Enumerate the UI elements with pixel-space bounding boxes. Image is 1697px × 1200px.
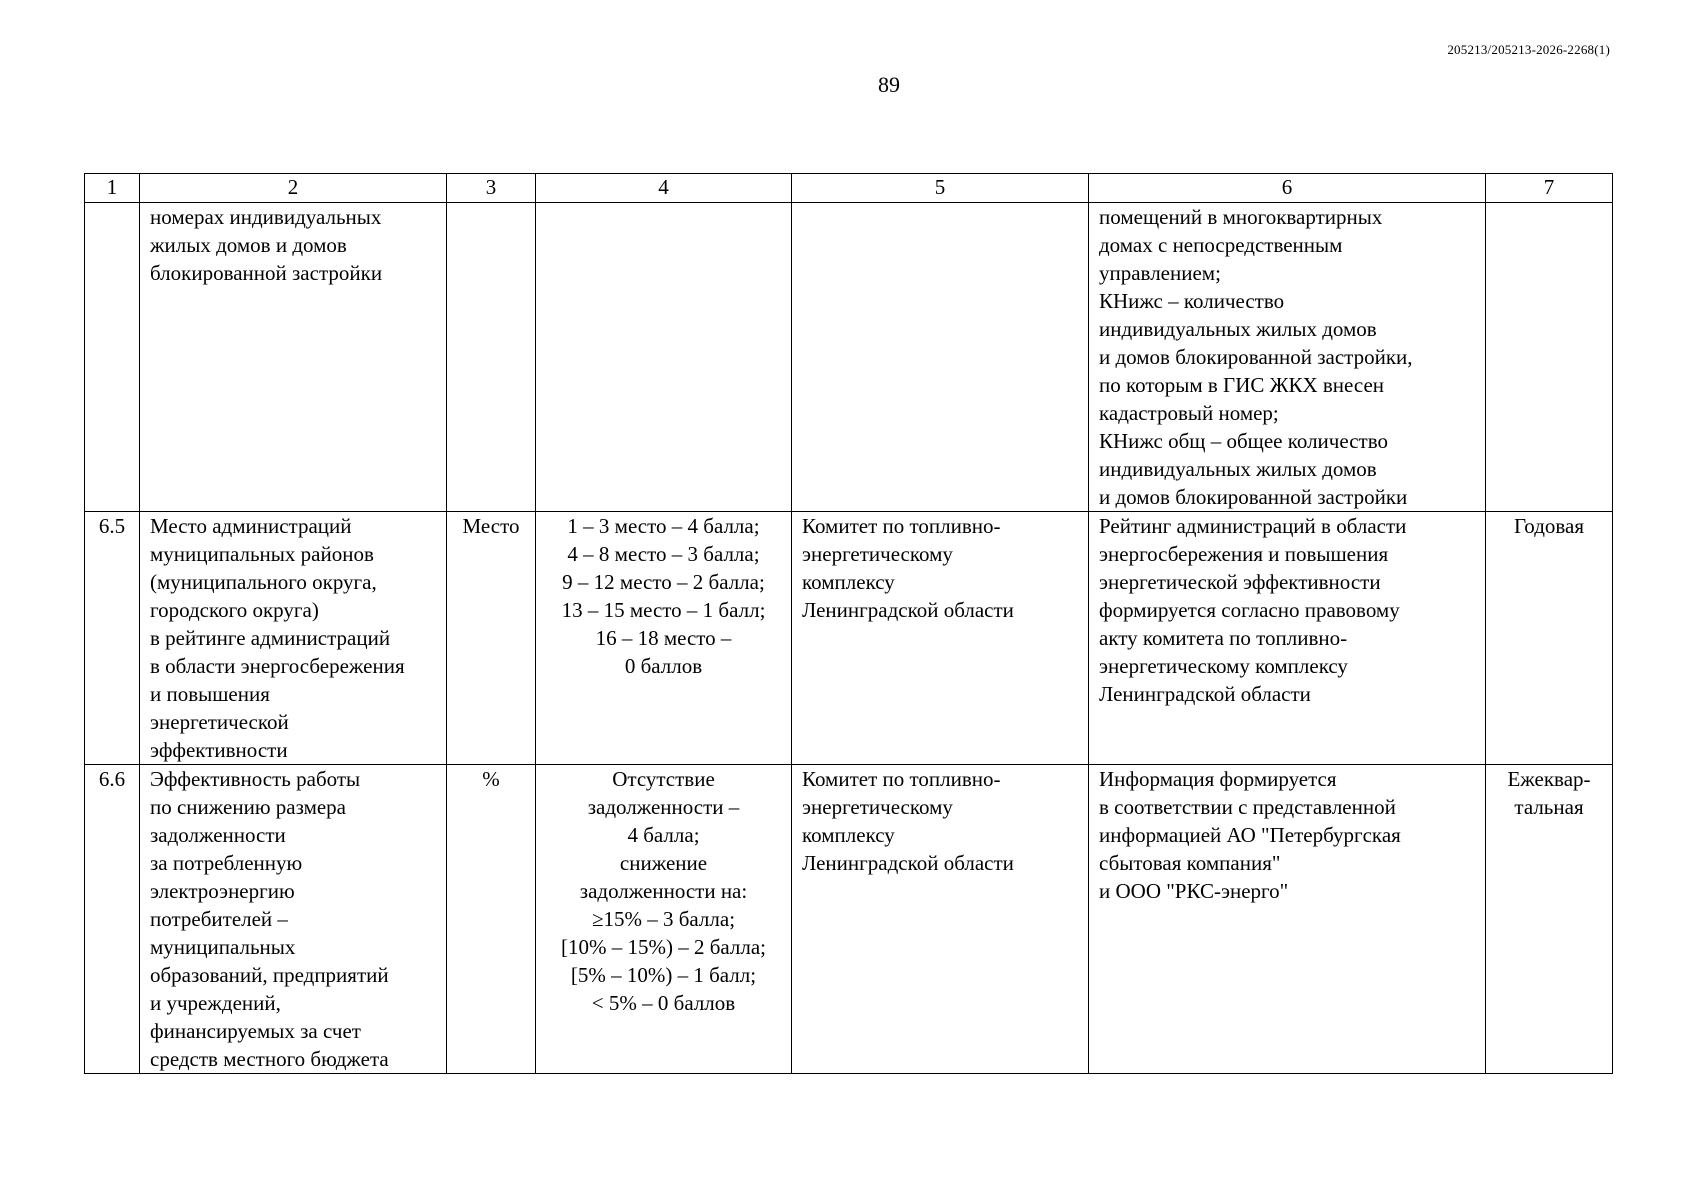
column-header-1: 1	[85, 174, 140, 203]
unit: Место	[447, 512, 536, 765]
column-header-5: 5	[792, 174, 1089, 203]
periodicity	[1486, 203, 1613, 512]
table-row	[85, 512, 1613, 765]
document-id: 205213/205213-2026-2268(1)	[1447, 42, 1610, 57]
page-number: 89	[878, 72, 900, 97]
column-header-2: 2	[140, 174, 447, 203]
scoring-criteria	[536, 203, 792, 512]
unit	[447, 203, 536, 512]
responsible-body	[792, 203, 1089, 512]
table-row	[85, 765, 1613, 1074]
column-header-3: 3	[447, 174, 536, 203]
calculation-method: Информация формируется в соответствии с представленной информацией АО "Петербургская сбытовая компания" и ООО "РКС-энерго"	[1089, 765, 1486, 1074]
responsible-body: Комитет по топливно- энергетическому комплексу Ленинградской области	[792, 765, 1089, 1074]
periodicity: Годовая	[1486, 512, 1613, 765]
column-header-6: 6	[1089, 174, 1486, 203]
column-header-4: 4	[536, 174, 792, 203]
scoring-criteria: Отсутствие задолженности – 4 балла; снижение задолженности на: ≥15% – 3 балла; [10% – 15%) – 2 балла; [5% – 10%) – 1 балл; < 5% – 0 баллов	[536, 765, 792, 1074]
unit: %	[447, 765, 536, 1074]
indicator-name: Эффективность работы по снижению размера задолженности за потребленную электроэнергию потребителей – муниципальных образований, предприятий и учреждений, финансируемых за счет средств местного бюджета	[140, 765, 447, 1074]
indicator-name: Место администраций муниципальных районов (муниципального округа, городского округа) в рейтинге администраций в области энергосбережения и повышения энергетической эффективности	[140, 512, 447, 765]
calculation-method: Рейтинг администраций в области энергосбережения и повышения энергетической эффективности формируется согласно правовому акту комитета по топливно- энергетическому комплексу Ленинградской области	[1089, 512, 1486, 765]
periodicity: Ежеквар- тальная	[1486, 765, 1613, 1074]
indicators-table	[84, 173, 1613, 1074]
header-row	[85, 174, 1613, 203]
scoring-criteria: 1 – 3 место – 4 балла; 4 – 8 место – 3 балла; 9 – 12 место – 2 балла; 13 – 15 место – 1 балл; 16 – 18 место – 0 баллов	[536, 512, 792, 765]
row-number: 6.6	[85, 765, 140, 1074]
row-number	[85, 203, 140, 512]
indicator-name: номерах индивидуальных жилых домов и домов блокированной застройки	[140, 203, 447, 512]
column-header-7: 7	[1486, 174, 1613, 203]
row-number: 6.5	[85, 512, 140, 765]
responsible-body: Комитет по топливно- энергетическому комплексу Ленинградской области	[792, 512, 1089, 765]
table-row	[85, 203, 1613, 512]
calculation-method: помещений в многоквартирных домах с непосредственным управлением; КНижс – количество индивидуальных жилых домов и домов блокированной застройки, по которым в ГИС ЖКХ внесен кадастровый номер; КНижс общ – общее количество индивидуальных жилых домов и домов блокированной застройки	[1089, 203, 1486, 512]
